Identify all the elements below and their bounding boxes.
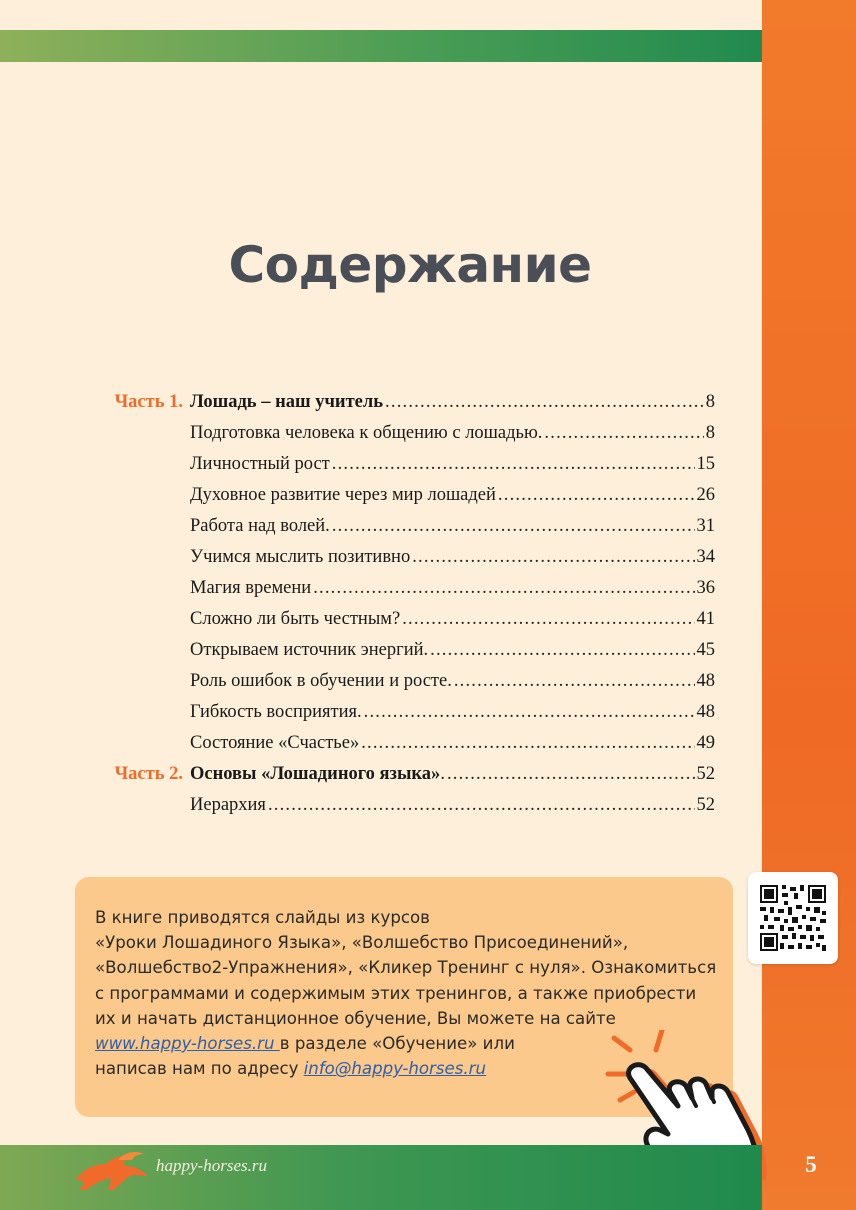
toc-item-title: Состояние «Счастье» — [190, 733, 360, 753]
toc-leader-dots — [402, 609, 694, 630]
toc-item-title: Работа над волей. — [190, 516, 330, 536]
toc-part2-title: Основы «Лошадиного языка» — [190, 764, 441, 784]
info-line-pre: написав нам по адресу — [95, 1059, 304, 1079]
toc-page-number: 8 — [705, 392, 715, 412]
horse-logo-icon — [72, 1150, 158, 1194]
side-orange-strip — [762, 0, 856, 1210]
toc-item[interactable] — [190, 640, 715, 666]
toc-page-number: 52 — [696, 764, 715, 784]
toc-item[interactable] — [190, 795, 715, 821]
toc-page-number: 49 — [696, 733, 715, 753]
email-link[interactable]: info@happy-horses.ru — [303, 1059, 486, 1079]
toc-item[interactable] — [190, 609, 715, 635]
toc-leader-dots — [544, 423, 703, 444]
toc-leader-dots — [364, 702, 695, 723]
info-line: «Уроки Лошадиного Языка», «Волшебство Присоединений», — [95, 933, 629, 953]
top-green-band — [0, 30, 762, 62]
toc-leader-dots — [447, 764, 695, 785]
toc-leader-dots — [361, 733, 694, 754]
toc-leader-dots — [412, 547, 694, 568]
toc-item-title: Подготовка человека к общению с лошадью. — [190, 423, 543, 443]
toc-item-title: Роль ошибок в обучении и росте. — [190, 671, 452, 691]
toc-leader-dots — [268, 795, 695, 816]
toc-item[interactable] — [190, 702, 715, 728]
toc-part1-title: Лошадь – наш учитель — [190, 392, 384, 412]
toc-item-title: Открываем источник энергий. — [190, 640, 429, 660]
toc-item[interactable] — [190, 547, 715, 573]
toc-item[interactable] — [190, 733, 715, 759]
toc-leader-dots — [498, 485, 695, 506]
toc-part1-label: Часть 1. — [114, 392, 183, 412]
qr-code[interactable] — [748, 872, 838, 964]
toc-page-number: 45 — [696, 640, 715, 660]
qr-code-icon — [760, 885, 826, 951]
toc-leader-dots — [385, 392, 704, 413]
toc-item-title: Гибкость восприятия. — [190, 702, 362, 722]
toc-item[interactable] — [190, 423, 715, 449]
toc-item-title: Учимся мыслить позитивно — [190, 547, 411, 567]
toc-item[interactable] — [190, 485, 715, 511]
toc-page-number: 48 — [696, 702, 715, 722]
toc-item[interactable] — [190, 516, 715, 542]
toc-page-number: 52 — [696, 795, 715, 815]
info-line-rest: в разделе «Обучение» или — [279, 1034, 515, 1054]
site-name[interactable]: happy-horses.ru — [156, 1156, 267, 1175]
toc-page-number: 15 — [696, 454, 715, 474]
toc-part2-row[interactable] — [114, 764, 715, 790]
toc-page-number: 8 — [705, 423, 715, 443]
toc-page-number: 41 — [696, 609, 715, 629]
toc-item-title: Магия времени — [190, 578, 312, 598]
toc-item[interactable] — [190, 454, 715, 480]
toc-item[interactable] — [190, 671, 715, 697]
toc-part2-label: Часть 2. — [114, 764, 183, 784]
info-line: с программами и содержимым этих тренингов, а также приобрести — [95, 983, 697, 1003]
toc-part1-row[interactable] — [114, 392, 715, 418]
toc-leader-dots — [430, 640, 694, 661]
toc-page-number: 31 — [696, 516, 715, 536]
toc-leader-dots — [454, 671, 695, 692]
toc-page-number: 48 — [696, 671, 715, 691]
toc-leader-dots — [313, 578, 694, 599]
toc-item-title: Сложно ли быть честным? — [190, 609, 401, 629]
site-link[interactable]: www.happy-horses.ru — [95, 1034, 280, 1054]
toc-item-title: Иерархия — [190, 795, 266, 815]
info-line: их и начать дистанционное обучение, Вы можете на сайте — [95, 1008, 616, 1028]
toc-item-title: Личностный рост — [190, 454, 330, 474]
toc-page-number: 26 — [696, 485, 715, 505]
toc-part2-suffix: . — [440, 764, 445, 784]
toc-page-number: 36 — [696, 578, 715, 598]
info-line: «Волшебство2-Упражнения», «Кликер Тренинг с нуля». Ознакомиться — [95, 958, 717, 978]
toc-leader-dots — [332, 516, 695, 537]
toc-item-title: Духовное развитие через мир лошадей — [190, 485, 496, 505]
toc-item[interactable] — [190, 578, 715, 604]
info-line: В книге приводятся слайды из курсов — [95, 908, 430, 927]
toc-leader-dots — [332, 454, 695, 475]
page-number: 5 — [805, 1152, 817, 1177]
toc-page-number: 34 — [696, 547, 715, 567]
page-title: Содержание — [228, 236, 592, 294]
